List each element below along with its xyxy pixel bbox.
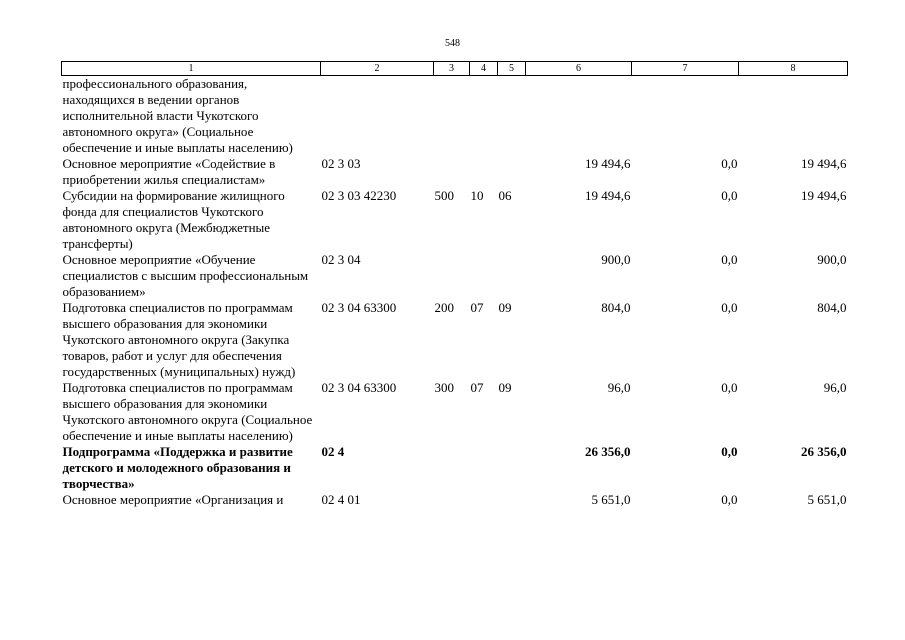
row-change: 0,0 bbox=[721, 188, 738, 203]
row-change: 0,0 bbox=[721, 380, 738, 395]
row-expense-type bbox=[434, 252, 470, 300]
row-expense-type: 200 bbox=[434, 300, 454, 315]
table-row bbox=[62, 380, 848, 444]
row-sum: 5 651,0 bbox=[591, 492, 631, 507]
row-subsection bbox=[498, 252, 526, 300]
row-name: Подпрограмма «Поддержка и развитие детского и молодежного образования и творчества» bbox=[62, 444, 293, 491]
column-header-7: 7 bbox=[632, 62, 739, 76]
row-name: Подготовка специалистов по программам высшего образования для экономики Чукотского автономного округа (Закупка товаров, работ и услуг для обеспечения государственных (муниципальных) нужд) bbox=[62, 300, 296, 379]
row-section bbox=[470, 76, 498, 157]
row-section: 10 bbox=[470, 188, 484, 203]
table-row bbox=[62, 156, 848, 188]
column-header-4: 4 bbox=[470, 62, 498, 76]
row-name: Подготовка специалистов по программам высшего образования для экономики Чукотского автономного округа (Социальное обеспечение и иные выплаты населению) bbox=[62, 380, 313, 443]
row-sum: 900,0 bbox=[601, 252, 631, 267]
row-code bbox=[321, 76, 434, 157]
row-total: 26 356,0 bbox=[801, 444, 847, 459]
row-change: 0,0 bbox=[721, 444, 738, 459]
table-row bbox=[62, 188, 848, 252]
column-header-1: 1 bbox=[62, 62, 321, 76]
row-name: Субсидии на формирование жилищного фонда для специалистов Чукотского автономного округа (Межбюджетные трансферты) bbox=[62, 188, 285, 251]
row-total: 19 494,6 bbox=[801, 156, 847, 171]
row-name: Основное мероприятие «Содействие в приобретении жилья специалистам» bbox=[62, 156, 276, 187]
row-expense-type bbox=[434, 492, 470, 508]
table-row bbox=[62, 252, 848, 300]
row-change: 0,0 bbox=[721, 492, 738, 507]
row-total: 900,0 bbox=[817, 252, 847, 267]
row-code: 02 3 04 63300 bbox=[321, 300, 397, 315]
column-header-5: 5 bbox=[498, 62, 526, 76]
row-subsection: 09 bbox=[498, 380, 512, 395]
row-name: Основное мероприятие «Обучение специалистов с высшим профессиональным образованием» bbox=[62, 252, 309, 299]
row-name: профессионального образования, находящихся в ведении органов исполнительной власти Чукотского автономного округа» (Социальное обеспечение и иные выплаты населению) bbox=[62, 76, 293, 155]
row-code: 02 3 04 63300 bbox=[321, 380, 397, 395]
row-total: 804,0 bbox=[817, 300, 847, 315]
row-subsection bbox=[498, 492, 526, 508]
row-sum: 19 494,6 bbox=[585, 156, 631, 171]
row-section: 07 bbox=[470, 380, 484, 395]
row-code: 02 4 bbox=[321, 444, 345, 459]
row-sum: 26 356,0 bbox=[585, 444, 631, 459]
row-change: 0,0 bbox=[721, 252, 738, 267]
table-row-subprogram bbox=[62, 444, 848, 492]
page-number: 548 bbox=[445, 38, 460, 49]
column-header-2: 2 bbox=[321, 62, 434, 76]
row-section bbox=[470, 444, 498, 492]
column-header-3: 3 bbox=[434, 62, 470, 76]
row-sum: 19 494,6 bbox=[585, 188, 631, 203]
row-subsection bbox=[498, 76, 526, 157]
table-row bbox=[62, 300, 848, 380]
table-row bbox=[62, 76, 848, 157]
row-sum bbox=[526, 76, 632, 157]
row-change: 0,0 bbox=[721, 300, 738, 315]
row-section bbox=[470, 252, 498, 300]
row-total: 5 651,0 bbox=[807, 492, 847, 507]
row-section: 07 bbox=[470, 300, 484, 315]
row-subsection bbox=[498, 156, 526, 188]
row-expense-type: 500 bbox=[434, 188, 454, 203]
column-number-header-row bbox=[62, 62, 848, 76]
row-subsection: 09 bbox=[498, 300, 512, 315]
row-name: Основное мероприятие «Организация и bbox=[62, 492, 284, 507]
row-sum: 804,0 bbox=[601, 300, 631, 315]
row-total: 96,0 bbox=[823, 380, 847, 395]
row-code: 02 3 03 42230 bbox=[321, 188, 397, 203]
table-row bbox=[62, 492, 848, 508]
row-change bbox=[632, 76, 739, 157]
row-section bbox=[470, 156, 498, 188]
column-header-6: 6 bbox=[526, 62, 632, 76]
row-expense-type bbox=[434, 156, 470, 188]
row-code: 02 3 04 bbox=[321, 252, 361, 267]
budget-table bbox=[61, 61, 848, 508]
row-code: 02 4 01 bbox=[321, 492, 361, 507]
row-total: 19 494,6 bbox=[801, 188, 847, 203]
row-total bbox=[739, 76, 848, 157]
row-sum: 96,0 bbox=[607, 380, 631, 395]
row-section bbox=[470, 492, 498, 508]
row-expense-type bbox=[434, 444, 470, 492]
row-change: 0,0 bbox=[721, 156, 738, 171]
column-header-8: 8 bbox=[739, 62, 848, 76]
row-expense-type bbox=[434, 76, 470, 157]
row-subsection bbox=[498, 444, 526, 492]
row-subsection: 06 bbox=[498, 188, 512, 203]
row-code: 02 3 03 bbox=[321, 156, 361, 171]
row-expense-type: 300 bbox=[434, 380, 454, 395]
